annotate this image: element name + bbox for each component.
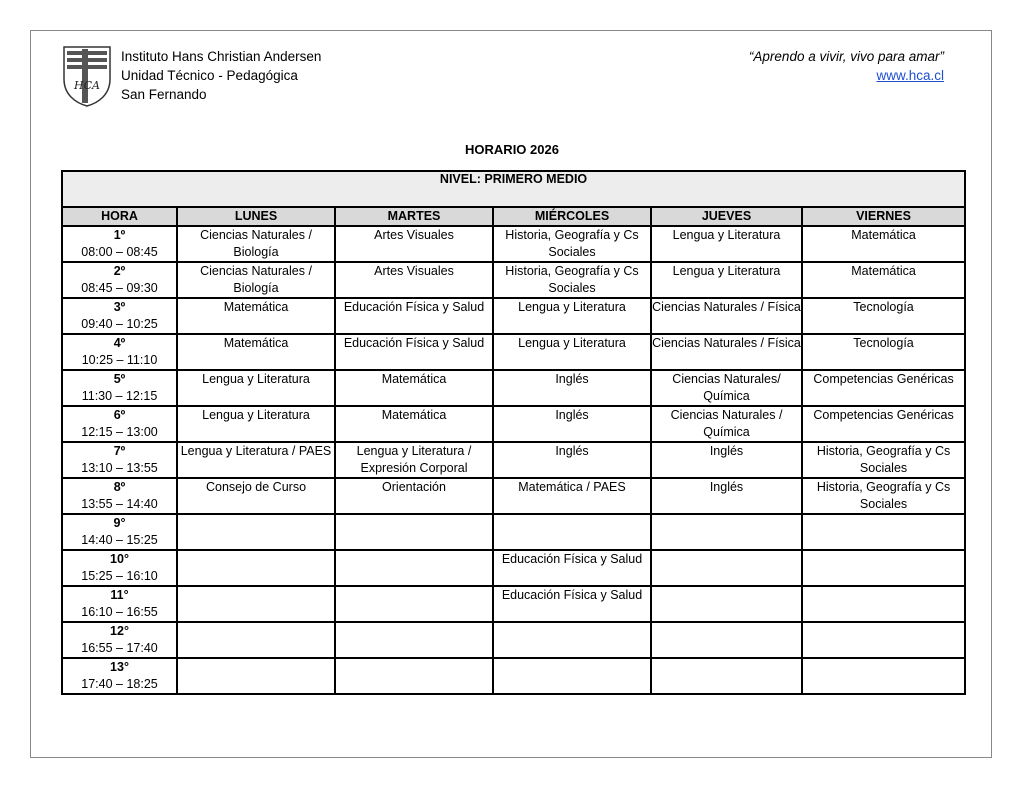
subject-cell: Ciencias Naturales / Física <box>651 334 802 370</box>
hora-cell <box>62 442 177 478</box>
subject-cell: Historia, Geografía y Cs Sociales <box>802 478 965 514</box>
subject-cell: Matemática <box>802 262 965 298</box>
subject-cell: Artes Visuales <box>335 262 493 298</box>
subject-cell <box>177 658 335 694</box>
subject-cell: Competencias Genéricas <box>802 406 965 442</box>
school-motto: “Aprendo a vivir, vivo para amar” <box>748 49 944 64</box>
schedule-row <box>62 550 965 586</box>
period-number: 11° <box>110 588 129 602</box>
period-time: 09:40 – 10:25 <box>81 317 158 331</box>
schedule-row <box>62 514 965 550</box>
column-header: MARTES <box>335 207 493 226</box>
subject-cell: Lengua y Literatura <box>651 226 802 262</box>
period-number: 13° <box>110 660 129 674</box>
subject-cell <box>802 658 965 694</box>
subject-cell: Inglés <box>651 442 802 478</box>
subject-cell: Artes Visuales <box>335 226 493 262</box>
hora-cell <box>62 298 177 334</box>
subject-cell: Matemática <box>335 370 493 406</box>
schedule-title: HORARIO 2026 <box>465 142 559 157</box>
column-header: MIÉRCOLES <box>493 207 651 226</box>
period-number: 10° <box>110 552 129 566</box>
subject-cell: Tecnología <box>802 334 965 370</box>
subject-cell <box>651 550 802 586</box>
column-header: JUEVES <box>651 207 802 226</box>
period-time: 17:40 – 18:25 <box>81 677 158 691</box>
hora-cell <box>62 262 177 298</box>
subject-cell: Historia, Geografía y Cs Sociales <box>493 262 651 298</box>
schedule-row <box>62 442 965 478</box>
schedule-row <box>62 658 965 694</box>
period-time: 11:30 – 12:15 <box>81 389 158 403</box>
period-time: 08:00 – 08:45 <box>81 245 158 259</box>
hora-cell <box>62 478 177 514</box>
period-time: 12:15 – 13:00 <box>81 425 158 439</box>
subject-cell: Lengua y Literatura <box>493 298 651 334</box>
schedule-table <box>61 170 966 695</box>
subject-cell: Historia, Geografía y Cs Sociales <box>802 442 965 478</box>
period-number: 12° <box>110 624 129 638</box>
institution-block <box>121 47 321 104</box>
period-time: 13:10 – 13:55 <box>81 461 158 475</box>
hora-cell <box>62 514 177 550</box>
subject-cell: Lengua y Literatura <box>493 334 651 370</box>
subject-cell: Consejo de Curso <box>177 478 335 514</box>
subject-cell <box>651 622 802 658</box>
subject-cell: Competencias Genéricas <box>802 370 965 406</box>
school-crest-logo <box>62 45 112 107</box>
subject-cell <box>335 622 493 658</box>
schedule-row <box>62 334 965 370</box>
header-row <box>62 207 965 226</box>
subject-cell <box>802 550 965 586</box>
subject-cell: Orientación <box>335 478 493 514</box>
period-time: 16:10 – 16:55 <box>81 605 158 619</box>
schedule-row <box>62 406 965 442</box>
period-time: 15:25 – 16:10 <box>81 569 158 583</box>
subject-cell <box>177 550 335 586</box>
hora-cell <box>62 334 177 370</box>
schedule-row <box>62 622 965 658</box>
subject-cell <box>651 514 802 550</box>
period-number: 3º <box>113 300 126 314</box>
subject-cell: Matemática <box>802 226 965 262</box>
subject-cell <box>335 514 493 550</box>
subject-cell: Ciencias Naturales / Biología <box>177 226 335 262</box>
subject-cell: Matemática <box>335 406 493 442</box>
subject-cell: Ciencias Naturales / Química <box>651 406 802 442</box>
period-number: 1º <box>113 228 126 242</box>
subject-cell: Tecnología <box>802 298 965 334</box>
column-header: VIERNES <box>802 207 965 226</box>
subject-cell <box>335 586 493 622</box>
subject-cell: Lengua y Literatura / Expresión Corporal <box>335 442 493 478</box>
period-number: 9° <box>113 516 126 530</box>
hora-cell <box>62 586 177 622</box>
subject-cell: Matemática <box>177 298 335 334</box>
subject-cell: Historia, Geografía y Cs Sociales <box>493 226 651 262</box>
subject-cell: Lengua y Literatura / PAES <box>177 442 335 478</box>
column-header: HORA <box>62 207 177 226</box>
svg-text:HCA: HCA <box>74 79 100 92</box>
subject-cell <box>335 658 493 694</box>
period-time: 10:25 – 11:10 <box>81 353 158 367</box>
schedule-row <box>62 586 965 622</box>
institution-name: Instituto Hans Christian Andersen <box>121 49 322 64</box>
schedule-row <box>62 262 965 298</box>
period-time: 08:45 – 09:30 <box>81 281 158 295</box>
subject-cell: Inglés <box>651 478 802 514</box>
subject-cell: Inglés <box>493 370 651 406</box>
schedule-row <box>62 298 965 334</box>
subject-cell <box>651 586 802 622</box>
period-number: 4º <box>113 336 126 350</box>
subject-cell <box>493 658 651 694</box>
city-name: San Fernando <box>121 87 207 102</box>
period-time: 16:55 – 17:40 <box>81 641 158 655</box>
period-number: 7º <box>113 444 126 458</box>
period-number: 6º <box>113 408 126 422</box>
subject-cell: Lengua y Literatura <box>651 262 802 298</box>
period-number: 8º <box>113 480 126 494</box>
subject-cell: Matemática <box>177 334 335 370</box>
subject-cell <box>651 658 802 694</box>
subject-cell <box>177 514 335 550</box>
hora-cell <box>62 622 177 658</box>
subject-cell <box>177 622 335 658</box>
subject-cell: Lengua y Literatura <box>177 406 335 442</box>
hora-cell <box>62 658 177 694</box>
subject-cell: Educación Física y Salud <box>335 334 493 370</box>
subject-cell <box>802 514 965 550</box>
subject-cell <box>177 586 335 622</box>
unit-name: Unidad Técnico - Pedagógica <box>121 68 298 83</box>
hora-cell <box>62 406 177 442</box>
subject-cell: Inglés <box>493 442 651 478</box>
subject-cell: Matemática / PAES <box>493 478 651 514</box>
subject-cell: Inglés <box>493 406 651 442</box>
schedule-row <box>62 478 965 514</box>
level-label: NIVEL: PRIMERO MEDIO <box>62 171 965 207</box>
schedule-row <box>62 370 965 406</box>
subject-cell: Educación Física y Salud <box>493 586 651 622</box>
subject-cell <box>802 622 965 658</box>
subject-cell: Ciencias Naturales / Biología <box>177 262 335 298</box>
website-link[interactable]: www.hca.cl <box>876 68 944 83</box>
subject-cell <box>493 622 651 658</box>
subject-cell: Educación Física y Salud <box>493 550 651 586</box>
hora-cell <box>62 550 177 586</box>
subject-cell <box>802 586 965 622</box>
period-time: 14:40 – 15:25 <box>81 533 158 547</box>
subject-cell <box>335 550 493 586</box>
period-number: 5º <box>113 372 126 386</box>
subject-cell <box>493 514 651 550</box>
period-time: 13:55 – 14:40 <box>81 497 158 511</box>
hora-cell <box>62 226 177 262</box>
subject-cell: Educación Física y Salud <box>335 298 493 334</box>
motto-block <box>749 47 944 85</box>
level-row <box>62 171 965 207</box>
column-header: LUNES <box>177 207 335 226</box>
period-number: 2º <box>113 264 126 278</box>
hora-cell <box>62 370 177 406</box>
subject-cell: Ciencias Naturales/ Química <box>651 370 802 406</box>
subject-cell: Lengua y Literatura <box>177 370 335 406</box>
subject-cell: Ciencias Naturales / Física <box>651 298 802 334</box>
schedule-row <box>62 226 965 262</box>
